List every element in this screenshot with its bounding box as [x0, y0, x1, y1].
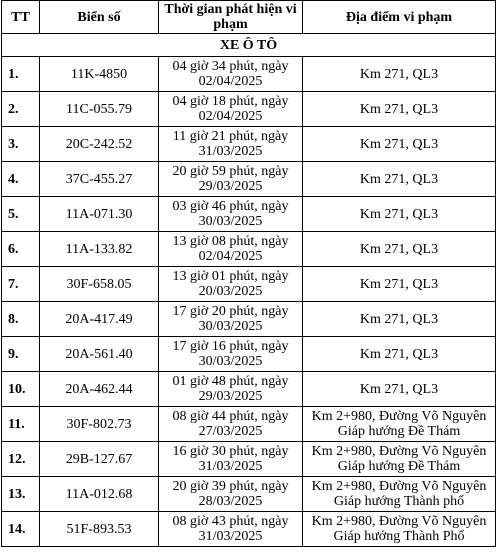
section-row: [2, 34, 496, 57]
section-title: XE Ô TÔ: [2, 34, 496, 57]
header-plate: Biển số: [40, 1, 159, 34]
row-number: 5.: [2, 197, 40, 232]
violation-time: 13 giờ 08 phút, ngày 02/04/2025: [159, 232, 303, 267]
license-plate: 20A-561.40: [40, 337, 159, 372]
violation-time: 17 giờ 16 phút, ngày 30/03/2025: [159, 337, 303, 372]
table-row: [2, 57, 496, 92]
license-plate: 29B-127.67: [40, 442, 159, 477]
table-row: [2, 197, 496, 232]
license-plate: 11A-133.82: [40, 232, 159, 267]
license-plate: 51F-893.53: [40, 512, 159, 547]
violation-location: Km 271, QL3: [303, 372, 496, 407]
violation-time: 03 giờ 46 phút, ngày 30/03/2025: [159, 197, 303, 232]
violation-location: Km 2+980, Đường Võ Nguyên Giáp hướng Thành phố: [303, 477, 496, 512]
table-row: [2, 267, 496, 302]
header-row: [2, 1, 496, 34]
violation-location: Km 2+980, Đường Võ Nguyên Giáp hướng Thành Phố: [303, 512, 496, 547]
table-row: [2, 302, 496, 337]
violation-time: 16 giờ 30 phút, ngày 31/03/2025: [159, 442, 303, 477]
license-plate: 20A-417.49: [40, 302, 159, 337]
violation-location: Km 271, QL3: [303, 197, 496, 232]
table-row: [2, 162, 496, 197]
header-time: Thời gian phát hiện vi phạm: [159, 1, 303, 34]
violation-location: Km 271, QL3: [303, 337, 496, 372]
violation-time: 11 giờ 21 phút, ngày 31/03/2025: [159, 127, 303, 162]
violation-time: 08 giờ 44 phút, ngày 27/03/2025: [159, 407, 303, 442]
violation-location: Km 2+980, Đường Võ Nguyên Giáp hướng Đề Thám: [303, 442, 496, 477]
table-body: [2, 34, 496, 547]
violation-location: Km 271, QL3: [303, 92, 496, 127]
row-number: 7.: [2, 267, 40, 302]
row-number: 9.: [2, 337, 40, 372]
violation-location: Km 271, QL3: [303, 232, 496, 267]
violation-time: 17 giờ 20 phút, ngày 30/03/2025: [159, 302, 303, 337]
violation-time: 20 giờ 59 phút, ngày 29/03/2025: [159, 162, 303, 197]
row-number: 1.: [2, 57, 40, 92]
license-plate: 20C-242.52: [40, 127, 159, 162]
table-row: [2, 92, 496, 127]
row-number: 10.: [2, 372, 40, 407]
table-row: [2, 442, 496, 477]
violation-time: 08 giờ 43 phút, ngày 31/03/2025: [159, 512, 303, 547]
violation-location: Km 271, QL3: [303, 302, 496, 337]
header-tt: TT: [2, 1, 40, 34]
row-number: 8.: [2, 302, 40, 337]
header-place: Địa điểm vi phạm: [303, 1, 496, 34]
table-row: [2, 407, 496, 442]
violation-location: Km 271, QL3: [303, 57, 496, 92]
table-row: [2, 127, 496, 162]
license-plate: 11C-055.79: [40, 92, 159, 127]
row-number: 6.: [2, 232, 40, 267]
license-plate: 11A-071.30: [40, 197, 159, 232]
row-number: 11.: [2, 407, 40, 442]
license-plate: 30F-658.05: [40, 267, 159, 302]
violation-location: Km 271, QL3: [303, 162, 496, 197]
table-header: [2, 1, 496, 34]
row-number: 14.: [2, 512, 40, 547]
violation-time: 04 giờ 18 phút, ngày 02/04/2025: [159, 92, 303, 127]
table-row: [2, 232, 496, 267]
violation-time: 04 giờ 34 phút, ngày 02/04/2025: [159, 57, 303, 92]
table-row: [2, 372, 496, 407]
violation-time: 01 giờ 48 phút, ngày 29/03/2025: [159, 372, 303, 407]
row-number: 4.: [2, 162, 40, 197]
row-number: 2.: [2, 92, 40, 127]
violation-time: 13 giờ 01 phút, ngày 20/03/2025: [159, 267, 303, 302]
violation-location: Km 2+980, Đường Võ Nguyên Giáp hướng Đề Thám: [303, 407, 496, 442]
violations-table: [1, 0, 496, 547]
row-number: 13.: [2, 477, 40, 512]
violation-time: 20 giờ 39 phút, ngày 28/03/2025: [159, 477, 303, 512]
license-plate: 11K-4850: [40, 57, 159, 92]
violation-location: Km 271, QL3: [303, 267, 496, 302]
table-row: [2, 477, 496, 512]
license-plate: 11A-012.68: [40, 477, 159, 512]
license-plate: 20A-462.44: [40, 372, 159, 407]
row-number: 3.: [2, 127, 40, 162]
table-row: [2, 512, 496, 547]
license-plate: 30F-802.73: [40, 407, 159, 442]
license-plate: 37C-455.27: [40, 162, 159, 197]
row-number: 12.: [2, 442, 40, 477]
violation-location: Km 271, QL3: [303, 127, 496, 162]
table-row: [2, 337, 496, 372]
